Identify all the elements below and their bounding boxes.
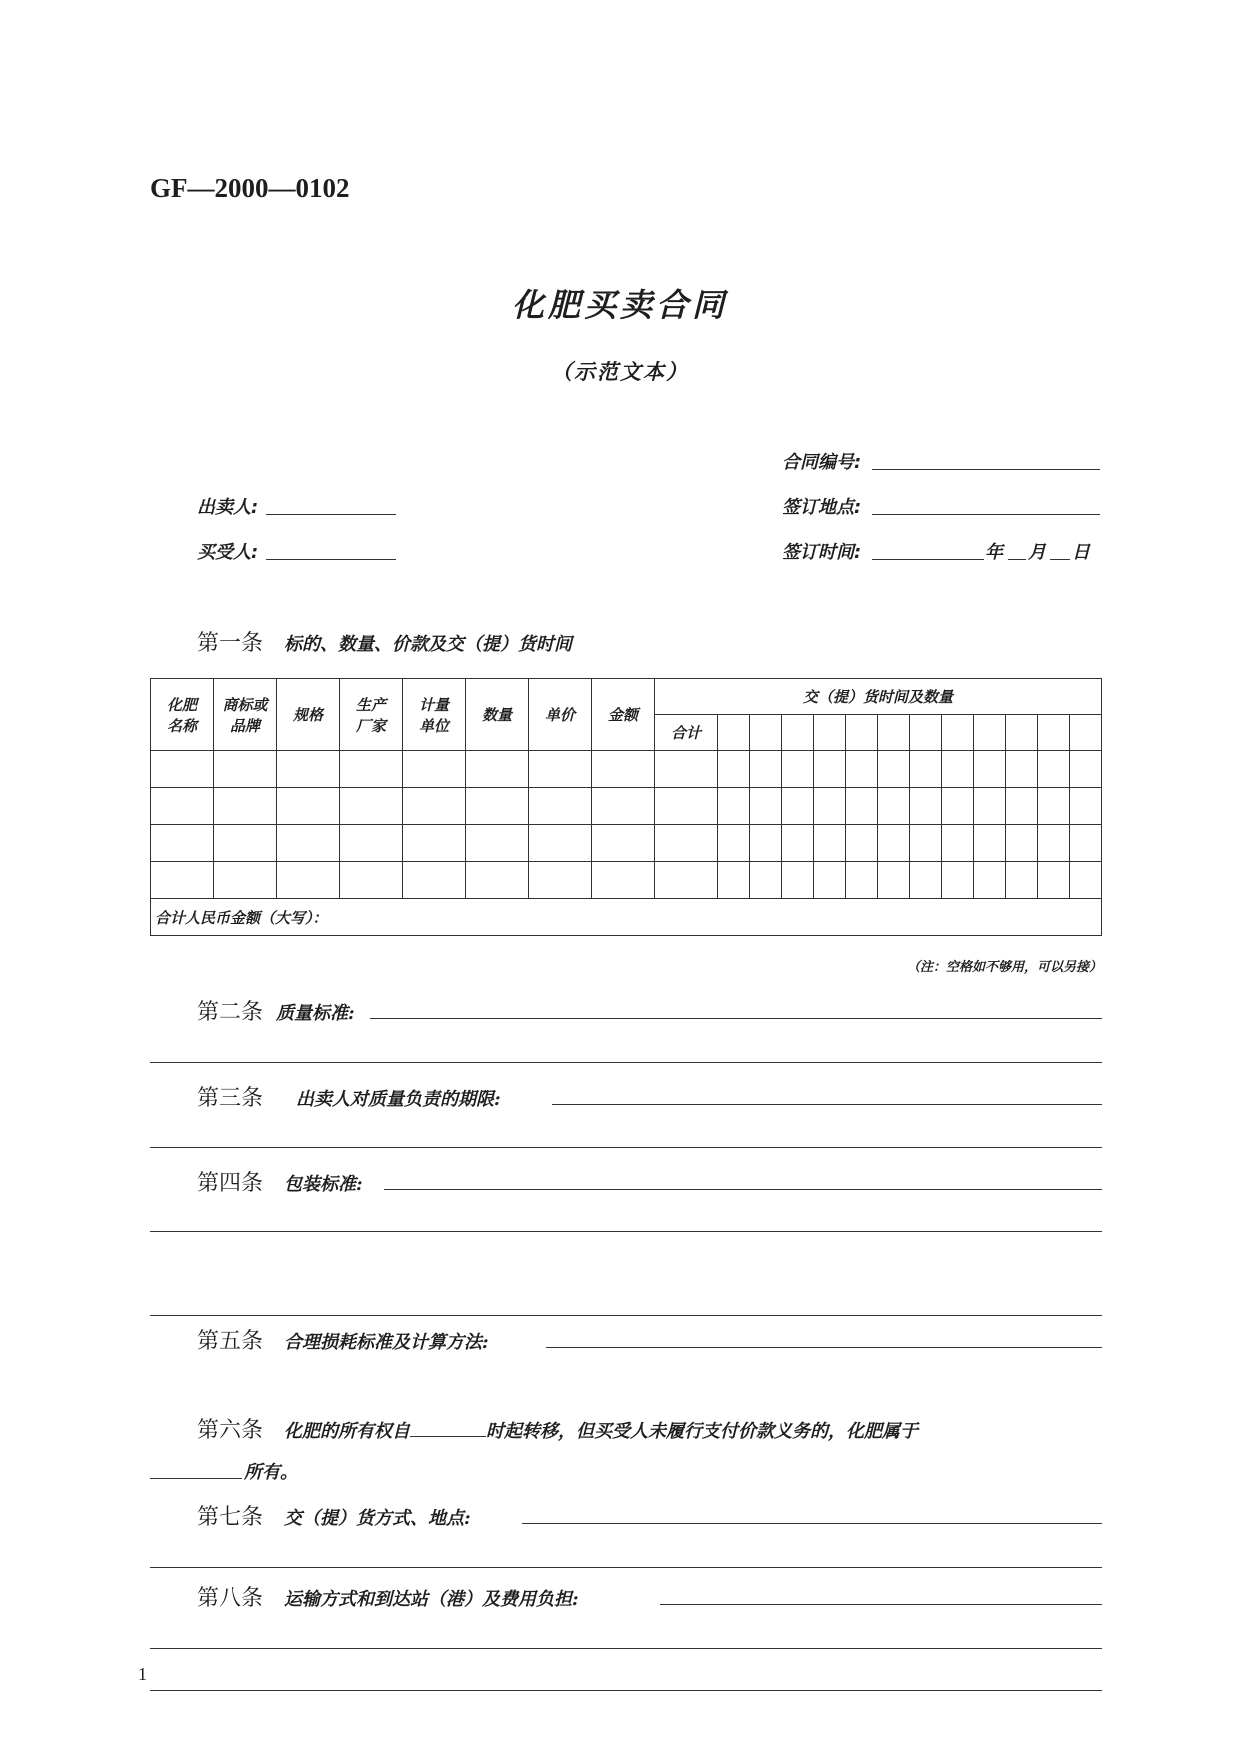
article-number: 第八条 <box>197 1586 264 1611</box>
loss-standard-field[interactable] <box>546 1347 1102 1348</box>
article-title: 质量标准: <box>276 1003 355 1024</box>
quality-standard-field[interactable] <box>370 1018 1102 1019</box>
header-subtotal: 合计 <box>655 715 718 751</box>
article-1 <box>197 626 572 657</box>
contract-code: GF—2000—0102 <box>150 173 350 203</box>
fill-line[interactable] <box>150 1231 1102 1232</box>
contract-number-label: 合同编号: <box>782 452 862 473</box>
article-text-part2: 时起转移，但买受人未履行支付价款义务的，化肥属于 <box>486 1421 919 1442</box>
article-number: 第一条 <box>197 631 264 656</box>
seller-field[interactable] <box>266 514 396 515</box>
article-2 <box>197 995 355 1026</box>
sign-month-field[interactable] <box>1008 559 1026 560</box>
delivery-method-field[interactable] <box>522 1523 1102 1524</box>
header-delivery-time: 交（提）货时间及数量 <box>655 679 1102 715</box>
header-brand: 商标或 品牌 <box>214 679 277 751</box>
sign-time-label: 签订时间: <box>782 542 862 563</box>
day-label: 日 <box>1072 542 1090 563</box>
sign-place-label: 签订地点: <box>782 497 862 518</box>
article-text-part1: 化肥的所有权自 <box>284 1421 411 1442</box>
document-subtitle: （示范文本） <box>551 360 689 384</box>
article-number: 第三条 <box>197 1086 264 1111</box>
table-row[interactable] <box>151 751 1102 788</box>
header-amount: 金额 <box>592 679 655 751</box>
article-title: 运输方式和到达站（港）及费用负担: <box>284 1589 579 1610</box>
table-row[interactable] <box>151 862 1102 899</box>
article-title: 包装标准: <box>284 1174 363 1195</box>
article-number: 第七条 <box>197 1505 264 1530</box>
fill-line[interactable] <box>150 1062 1102 1063</box>
fill-line[interactable] <box>150 1315 1102 1316</box>
header-unit: 计量 单位 <box>403 679 466 751</box>
article-4 <box>197 1166 363 1197</box>
year-label: 年 <box>985 542 1003 563</box>
article-number: 第二条 <box>197 1000 264 1025</box>
buyer-label: 买受人: <box>197 542 259 563</box>
article-7 <box>197 1500 471 1531</box>
ownership-transfer-field[interactable] <box>410 1417 486 1437</box>
fill-line[interactable] <box>150 1147 1102 1148</box>
header-fertilizer-name: 化肥 名称 <box>151 679 214 751</box>
packaging-standard-field[interactable] <box>384 1189 1102 1190</box>
sign-year-field[interactable] <box>872 559 984 560</box>
ownership-party-field[interactable] <box>150 1478 242 1479</box>
goods-table <box>150 678 1102 936</box>
transport-field[interactable] <box>660 1604 1102 1605</box>
article-number: 第四条 <box>197 1171 264 1196</box>
table-row[interactable] <box>151 788 1102 825</box>
article-number: 第五条 <box>197 1329 264 1354</box>
page-number: 1 <box>138 1664 147 1684</box>
article-6 <box>197 1413 918 1444</box>
fill-line[interactable] <box>150 1690 1102 1691</box>
article-title: 合理损耗标准及计算方法: <box>284 1332 489 1353</box>
article-8 <box>197 1581 579 1612</box>
header-unit-price: 单价 <box>529 679 592 751</box>
sign-day-field[interactable] <box>1050 559 1070 560</box>
article-5 <box>197 1324 489 1355</box>
article-title: 标的、数量、价款及交（提）货时间 <box>284 634 573 655</box>
seller-label: 出卖人: <box>197 497 259 518</box>
table-row[interactable] <box>151 825 1102 862</box>
article-title: 出卖人对质量负责的期限: <box>296 1089 501 1110</box>
buyer-field[interactable] <box>266 559 396 560</box>
document-title: 化肥买卖合同 <box>511 286 728 324</box>
total-amount-row[interactable]: 合计人民币金额（大写）： <box>151 899 1102 936</box>
quality-period-field[interactable] <box>552 1104 1102 1105</box>
month-label: 月 <box>1028 542 1046 563</box>
fill-line[interactable] <box>150 1567 1102 1568</box>
header-spec: 规格 <box>277 679 340 751</box>
fill-line[interactable] <box>150 1648 1102 1649</box>
article-title: 交（提）货方式、地点: <box>284 1508 471 1529</box>
sign-place-field[interactable] <box>872 514 1100 515</box>
header-manufacturer: 生产 厂家 <box>340 679 403 751</box>
article-number: 第六条 <box>197 1418 264 1443</box>
header-quantity: 数量 <box>466 679 529 751</box>
article-text-part3: 所有。 <box>244 1462 298 1483</box>
table-note: （注：空格如不够用，可以另接） <box>906 960 1102 975</box>
contract-number-field[interactable] <box>872 469 1100 470</box>
article-3 <box>197 1081 501 1112</box>
